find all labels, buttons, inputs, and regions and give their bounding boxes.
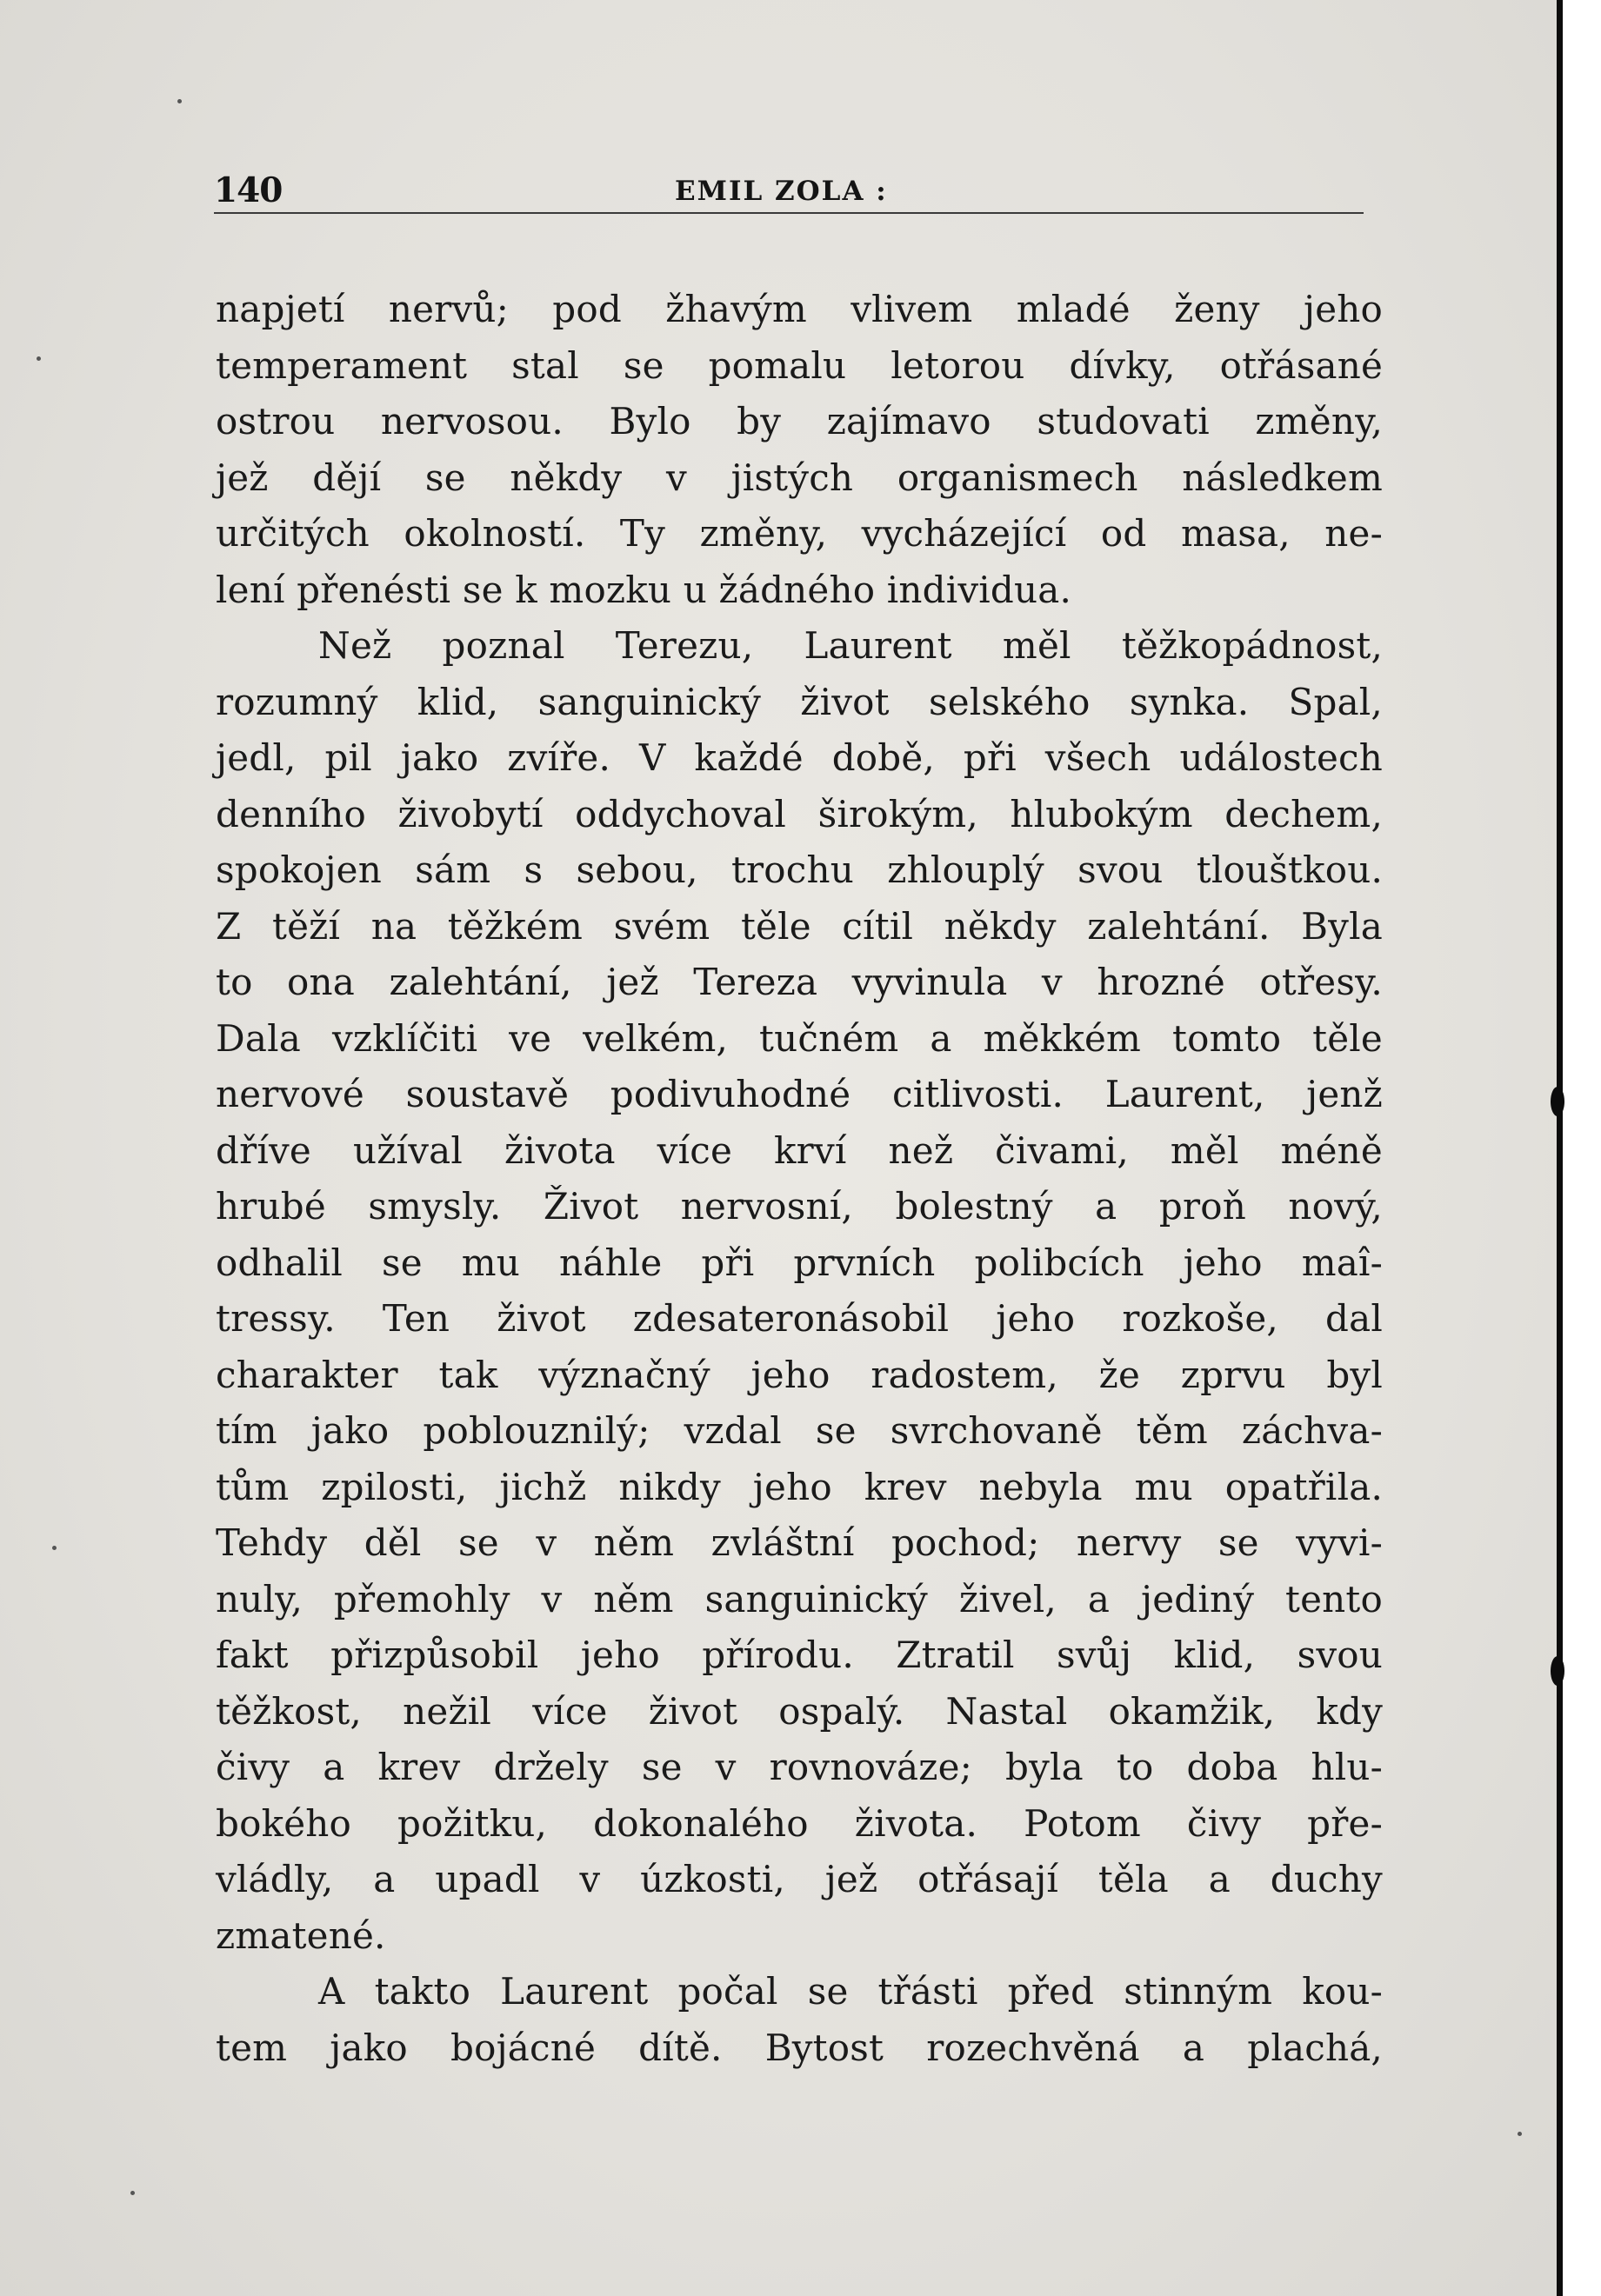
- text-line: vládly, a upadl v úzkosti, jež otřásají těla a duchy: [216, 1858, 1383, 1900]
- text-line: čivy a krev držely se v rovnováze; byla to doba hlu-: [216, 1746, 1383, 1788]
- text-line: spokojen sám s sebou, trochu zhlouplý svou tlouštkou.: [216, 849, 1383, 891]
- text-line: rozumný klid, sanguinický život selského synka. Spal,: [216, 680, 1383, 723]
- text-line: zmatené.: [216, 1913, 386, 1957]
- scan-speck: [52, 1546, 57, 1550]
- book-spine-edge: [1557, 0, 1601, 2296]
- text-line: Dala vzklíčiti ve velkém, tučném a měkkém tomto těle: [216, 1016, 1383, 1060]
- edge-mark: [1551, 1656, 1564, 1686]
- text-line: jež dějí se někdy v jistých organismech následkem: [216, 456, 1383, 499]
- text-line: nervové soustavě podivuhodné citlivosti. Laurent, jenž: [216, 1073, 1383, 1115]
- text-line: tem jako bojácné dítě. Bytost rozechvěná a plachá,: [216, 2026, 1383, 2069]
- text-line: temperament stal se pomalu letorou dívky, otřásané: [216, 343, 1383, 387]
- text-line: těžkost, nežil více život ospalý. Nastal okamžik, kdy: [216, 1689, 1383, 1733]
- text-line: nuly, přemohly v něm sanguinický živel, a jediný tento: [216, 1577, 1383, 1621]
- text-line: Tehdy děl se v něm zvláštní pochod; nervy se vyvi-: [216, 1521, 1383, 1564]
- text-line: charakter tak význačný jeho radostem, že zprvu byl: [216, 1353, 1383, 1396]
- text-line: A takto Laurent počal se třásti před stinným kou-: [318, 1970, 1383, 2013]
- text-line: jedl, pil jako zvíře. V každé době, při všech událostech: [216, 736, 1383, 779]
- text-line: určitých okolností. Ty změny, vycházející od masa, ne-: [216, 512, 1383, 555]
- text-line: Než poznal Terezu, Laurent měl těžkopádnost,: [318, 624, 1383, 667]
- page-header: [214, 170, 1364, 214]
- text-line: lení přenésti se k mozku u žádného individua.: [216, 568, 1072, 611]
- page-number: 140: [214, 170, 283, 210]
- body-text: [216, 282, 1383, 2076]
- text-line: napjetí nervů; pod žhavým vlivem mladé ženy jeho: [216, 288, 1383, 330]
- text-line: Z těží na těžkém svém těle cítil někdy zalehtání. Byla: [216, 904, 1383, 948]
- text-line: tím jako poblouznilý; vzdal se svrchovaně těm záchva-: [216, 1409, 1383, 1452]
- text-line: to ona zalehtání, jež Tereza vyvinula v hrozné otřesy.: [216, 961, 1383, 1003]
- scan-speck: [1518, 2132, 1522, 2136]
- edge-mark: [1551, 1087, 1564, 1116]
- running-head: EMIL ZOLA :: [675, 176, 888, 207]
- text-line: dříve užíval života více krví než čivami, měl méně: [216, 1128, 1383, 1172]
- text-line: tressy. Ten život zdesateronásobil jeho rozkoše, dal: [216, 1297, 1383, 1340]
- scan-speck: [37, 356, 41, 361]
- text-line: hrubé smysly. Život nervosní, bolestný a proň nový,: [216, 1185, 1383, 1228]
- text-line: tům zpilosti, jichž nikdy jeho krev nebyla mu opatřila.: [216, 1465, 1383, 1508]
- text-line: ostrou nervosou. Bylo by zajímavo studovati změny,: [216, 400, 1383, 443]
- text-line: fakt přizpůsobil jeho přírodu. Ztratil svůj klid, svou: [216, 1634, 1383, 1676]
- text-line: odhalil se mu náhle při prvních polibcích jeho maî-: [216, 1241, 1383, 1284]
- scan-speck: [130, 2191, 135, 2195]
- scan-speck: [177, 99, 182, 103]
- text-line: denního živobytí oddychoval širokým, hlubokým dechem,: [216, 792, 1383, 835]
- text-line: bokého požitku, dokonalého života. Potom čivy pře-: [216, 1801, 1383, 1845]
